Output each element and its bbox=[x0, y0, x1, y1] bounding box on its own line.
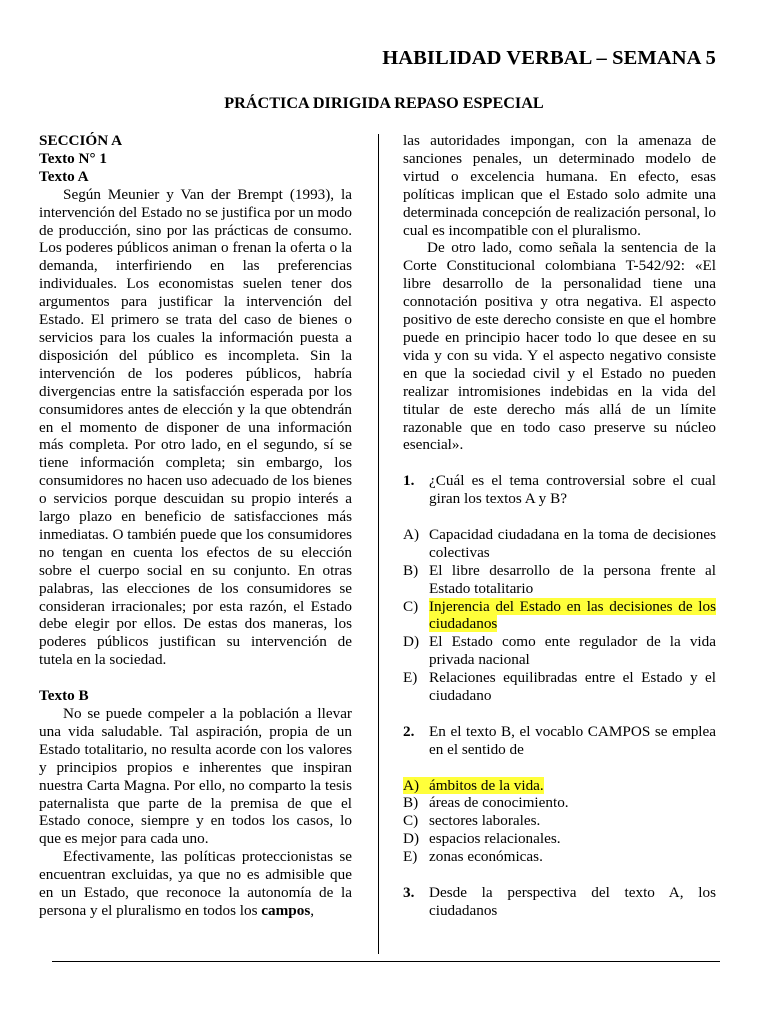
question-1: 1. ¿Cuál es el tema controversial sobre el cual giran los textos A y B? bbox=[403, 472, 716, 508]
practice-subtitle: PRÁCTICA DIRIGIDA REPASO ESPECIAL bbox=[224, 94, 544, 112]
q2-option-a bbox=[403, 777, 716, 795]
bottom-rule bbox=[52, 961, 720, 962]
q1-option-a: A) Capacidad ciudadana en la toma de decisiones colectivas bbox=[403, 525, 716, 561]
q2-option-c: C) sectores laborales. bbox=[403, 812, 541, 830]
question-2-text: En el texto B, el vocablo CAMPOS se emplea en el sentido de bbox=[429, 722, 716, 758]
left-column bbox=[39, 132, 352, 920]
texto-b-continuation: las autoridades impongan, con la amenaza de sanciones penales, un determinado modelo de virtud o excelencia humana. En efecto, esas políticas implican que el Estado solo admite una determinada concepción de realización personal, lo cual es incompatible con el pluralismo. bbox=[403, 132, 716, 239]
q1-option-e: E) Relaciones equilibradas entre el Estado y el ciudadano bbox=[403, 669, 716, 705]
texto-b-paragraph-1: No se puede compeler a la población a llevar una vida saludable. Tal aspiración, propia de un Estado totalitario, no resulta acorde con los valores y principios propios e inherentes que inspiran nuestra Carta Magna. Por ello, no comparto la tesis paternalista que parte de la premisa de que el Estado conoce, siempre y en todos los casos, lo que es mejor para cada uno. bbox=[39, 704, 352, 848]
texto-b-paragraph-2: Efectivamente, las políticas proteccionistas se encuentran excluidas, ya que no es admisible que en un Estado, que reconoce la autonomía de la persona y el pluralismo en todos los campos, bbox=[39, 848, 352, 919]
highlighted-answer: A) ámbitos de la vida. bbox=[403, 776, 544, 794]
q1-option-b: B) El libre desarrollo de la persona frente al Estado totalitario bbox=[403, 561, 716, 597]
question-3-text: Desde la perspectiva del texto A, los ciudadanos bbox=[429, 883, 716, 919]
texto-a-body: Según Meunier y Van der Brempt (1993), la intervención del Estado no se justifica por un modo de producción, sino por las prácticas de consumo. Los poderes públicos animan o frenan la oferta o la demanda, interfiriendo en las preferencias individuales. Los economistas suelen tener dos argumentos para justificar la intervención del Estado. El primero se trata del caso de bienes o servicios para los cuales la información puesta a disposición del público es incompleta. Sin la intervención de los poderes públicos, habría divergencias entre la satisfacción esperada por los consumidores antes de elección y la que obtendrán en el momento de disponer de una información más completa. Por otro lado, en el segundo, sí se tiene información completa; sin embargo, los consumidores no hacen uso adecuado de los bienes o servicios porque descuidan su propio interés a largo plazo en beneficio de satisfacciones más inmediatas. O también puede que los consumidores no tengan en cuenta los efectos de su elección sobre el cuerpo social en su conjunto. En otras palabras, las elecciones de los consumidores se consideran irracionales; por esta razón, el Estado debe elegir por ellos. De estas dos maneras, los poderes públicos justifican su intervención de tutela en la sociedad. bbox=[39, 185, 352, 669]
column-divider bbox=[378, 134, 379, 954]
keyword-campos: campos bbox=[261, 901, 311, 919]
question-1-text: ¿Cuál es el tema controversial sobre el cual giran los textos A y B? bbox=[429, 472, 716, 508]
texto-a-heading: Texto A bbox=[39, 167, 89, 185]
page-header-title: HABILIDAD VERBAL – SEMANA 5 bbox=[382, 47, 716, 69]
question-2: 2. En el texto B, el vocablo CAMPOS se emplea en el sentido de bbox=[403, 722, 716, 758]
question-3: 3. Desde la perspectiva del texto A, los ciudadanos bbox=[403, 883, 716, 919]
right-column bbox=[403, 132, 716, 920]
q2-option-e: E) zonas económicas. bbox=[403, 848, 543, 866]
highlighted-answer: Injerencia del Estado en las decisiones de los ciudadanos bbox=[429, 597, 716, 633]
section-heading: SECCIÓN A bbox=[39, 132, 123, 149]
texto-b-heading: Texto B bbox=[39, 687, 89, 705]
q2-option-d: D) espacios relacionales. bbox=[403, 830, 561, 848]
texto-b-paragraph-3: De otro lado, como señala la sentencia de la Corte Constitucional colombiana T-542/92: «El libre desarrollo de la personalidad tiene una connotación positiva y otra negativa. El aspecto positivo de este derecho consiste en que el hombre puede en principio hacer todo lo que desee en su vida y con su vida. Y el aspecto negativo consiste en que la sociedad civil y el Estado no pueden realizar intromisiones indebidas en la vida del titular de este derecho más allá de un límite razonable que en todo caso preserve su núcleo esencial». bbox=[403, 239, 716, 454]
texto-number: Texto N° 1 bbox=[39, 149, 107, 167]
q1-option-d: D) El Estado como ente regulador de la vida privada nacional bbox=[403, 633, 716, 669]
q2-option-b: B) áreas de conocimiento. bbox=[403, 794, 569, 812]
q1-option-c: C) Injerencia del Estado en las decisiones de los ciudadanos bbox=[403, 597, 716, 633]
